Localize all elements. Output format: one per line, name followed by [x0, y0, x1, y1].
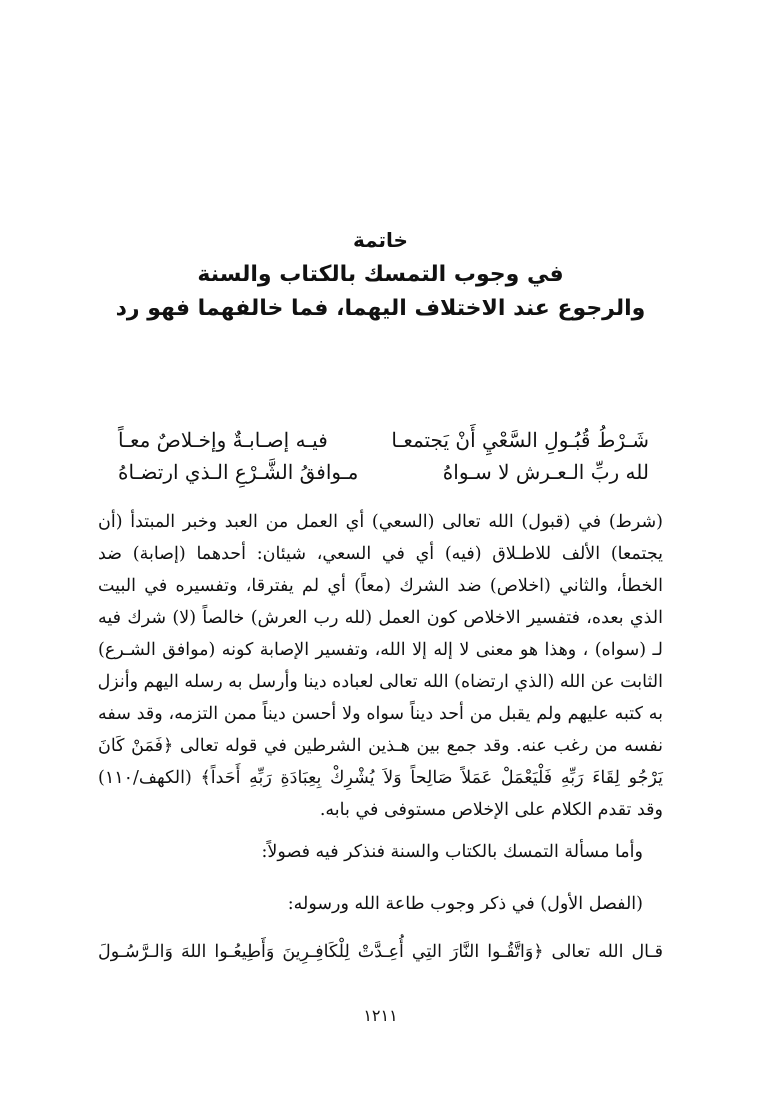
verse-second-hemistich: فيـه إصـابـةٌ وإخـلاصٌ معـاً	[118, 428, 328, 452]
commentary-line: (شرط) في (قبول) الله تعالى (السعي) أي العمل من العبد وخبر المبتدأ (أن	[98, 512, 663, 532]
commentary-line: وقد تقدم الكلام على الإخلاص مستوفى في بابه.	[319, 800, 663, 820]
commentary-line: الخطأ، والثاني (اخلاص) ضد الشرك (معاً) أي لم يفترقا، وتفسيره في البيت	[98, 576, 663, 596]
poem-verse	[118, 428, 649, 462]
verse-second-hemistich: مـوافقُ الشَّـرْعِ الـذي ارتضـاهُ	[118, 460, 359, 484]
chapter-subtitle-line-2: والرجوع عند الاختلاف اليهما، فما خالفهما فهو رد	[115, 296, 646, 321]
verse-first-hemistich: شَـرْطُ قُبُـولِ السَّعْيِ أَنْ يَجتمعـا	[391, 428, 649, 452]
commentary-line: يَرْجُو لِقَاءَ رَبِّهِ فَلْيَعْمَلْ عَمَلاً صَالِحاً وَلاَ يُشْرِكْ بِعِبَادَةِ رَبِّهِ أَحَداً﴾ (الكهف/١١٠)	[98, 768, 663, 788]
section-intro: وأما مسألة التمسك بالكتاب والسنة فنذكر فيه فصولاً:	[261, 842, 643, 862]
verse-first-hemistich: لله ربِّ الـعـرش لا سـواهُ	[442, 460, 649, 484]
commentary-line: الثابت عن الله (الذي ارتضاه) الله تعالى لعباده دينا وأرسل به رسله اليهم وأنزل	[97, 672, 663, 692]
section-heading: (الفصل الأول) في ذكر وجوب طاعة الله ورسوله:	[287, 894, 643, 914]
commentary-line: لـ (سواه) ، وهذا هو معنى لا إله إلا الله، وتفسير الإصابة كونه (موافق الشـرع)	[98, 640, 663, 660]
page-number: ١٢١١	[363, 1006, 398, 1025]
poem-verse	[118, 460, 649, 494]
commentary-line: يجتمعا) الألف للاطـلاق (فيه) أي في السعي، شيئان: أحدهما (إصابة) ضد	[98, 544, 663, 564]
commentary-line: الذي بعده، فتفسير الاخلاص كون العمل (لله رب العرش) خالصاً (لا) شرك فيه	[98, 608, 663, 628]
commentary-line: به كتبه عليهم ولم يقبل من أحد ديناً سواه ولا أحسن ديناً ممن التزمه، وقد سفه	[98, 704, 663, 724]
quran-quote-line: قـال الله تعالى ﴿وَاتَّقُـوا النَّارَ التِي أُعِـدَّتْ لِلْكَافِـرِينَ وَأَطِيعُـوا اللهَ وَالـرَّسُـولَ	[98, 942, 663, 962]
chapter-title: خاتمة	[353, 228, 408, 252]
commentary-line: نفسه من رغب عنه. وقد جمع بين هـذين الشرطين في قوله تعالى ﴿فَمَنْ كَانَ	[98, 736, 663, 756]
chapter-subtitle-line-1: في وجوب التمسك بالكتاب والسنة	[197, 262, 564, 287]
